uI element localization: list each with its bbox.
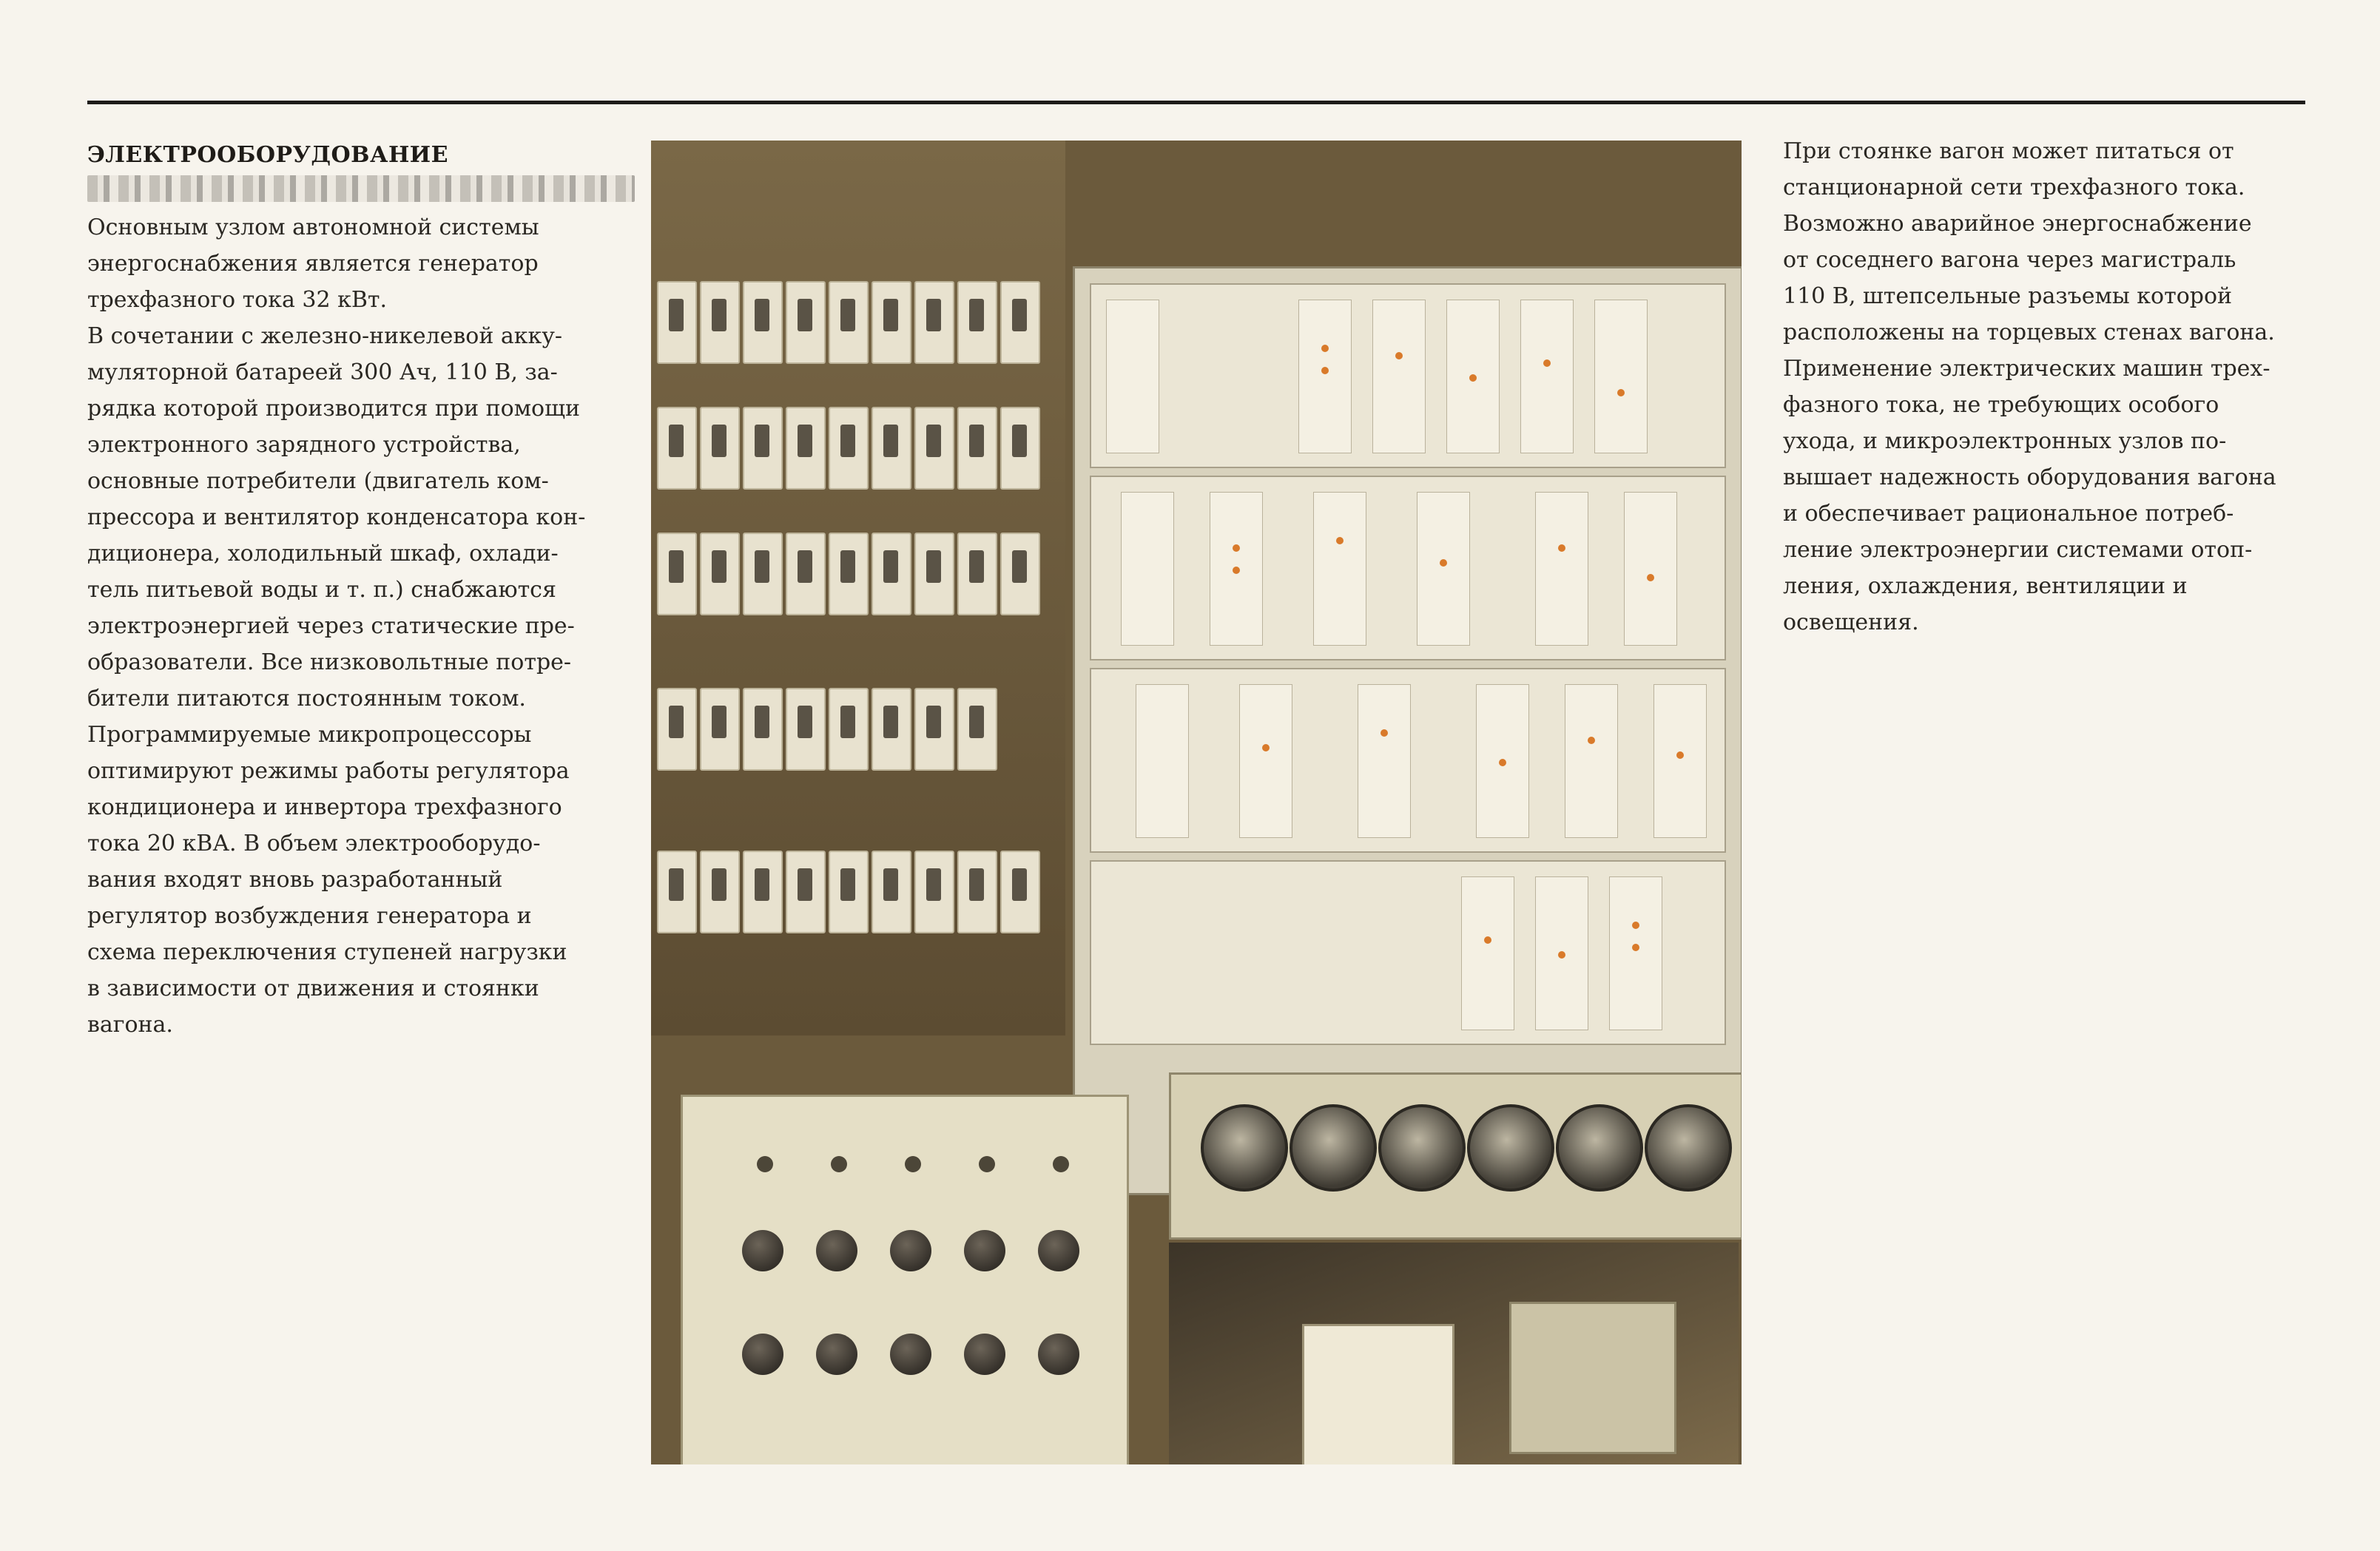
rack-module	[1609, 876, 1662, 1030]
push-button	[816, 1334, 857, 1375]
push-button	[742, 1334, 783, 1375]
toggle-switch	[1038, 1230, 1079, 1271]
breaker	[700, 851, 740, 933]
breaker-panel	[651, 141, 1065, 1035]
breaker-row-1	[657, 281, 1040, 364]
rack-module	[1535, 876, 1588, 1030]
rack-module	[1520, 300, 1574, 453]
breaker	[829, 281, 869, 364]
toggle-switch	[742, 1230, 783, 1271]
tachometer-gauge	[1302, 1324, 1454, 1464]
breaker	[957, 688, 997, 771]
breaker	[700, 688, 740, 771]
breaker	[743, 688, 783, 771]
breaker	[872, 407, 911, 490]
rack-module	[1106, 300, 1159, 453]
breaker	[743, 281, 783, 364]
breaker	[914, 688, 954, 771]
rack-module	[1136, 684, 1189, 838]
breaker	[657, 407, 697, 490]
breaker	[657, 688, 697, 771]
breaker	[829, 688, 869, 771]
rack-row-3	[1090, 668, 1726, 853]
rack-row-1	[1090, 283, 1726, 468]
breaker	[700, 281, 740, 364]
breaker	[657, 281, 697, 364]
breaker	[786, 688, 826, 771]
breaker	[743, 533, 783, 615]
indicator-lamp	[831, 1156, 847, 1172]
breaker	[957, 533, 997, 615]
electronics-rack	[1073, 266, 1742, 1195]
breaker	[786, 851, 826, 933]
breaker-row-3	[657, 533, 1040, 615]
breaker	[1000, 407, 1040, 490]
rack-row-4	[1090, 860, 1726, 1045]
breaker	[743, 407, 783, 490]
breaker	[1000, 851, 1040, 933]
control-box	[681, 1095, 1129, 1464]
rack-row-2	[1090, 476, 1726, 660]
breaker	[786, 533, 826, 615]
breaker	[829, 851, 869, 933]
print-smudge	[87, 175, 635, 202]
breaker	[829, 533, 869, 615]
breaker-row-2	[657, 407, 1040, 490]
rack-module	[1210, 492, 1263, 646]
breaker	[957, 851, 997, 933]
rack-module	[1461, 876, 1514, 1030]
breaker	[872, 688, 911, 771]
hour-meter	[1290, 1104, 1377, 1192]
rack-module	[1358, 684, 1411, 838]
top-rule	[87, 101, 2305, 104]
left-body-text: Основным узлом автономной системы энергоснабжения является генератор трехфазного тока 32 кВт. В сочетании с железно-никелевой акку- муляторной батареей 300 Ач, 110 В, за- рядка которой производится при помощи электронного зарядного устройства, основные потребители (двигатель ком- прессора и вентилятор конденсатора кон- диционера, холодильный шкаф, охлади- тель питьевой воды и т. п.) снабжаются электроэнергией через статические пре- образователи. Все низковольтные потре- бители питаются постоянным током. Программируемые микропроцессоры оптимируют режимы работы регулятора кондиционера и инвертора трехфазного тока 20 кВА. В объем электрооборудо- вания входят вновь разработанный регулятор возбуждения генератора и схема переключения ступеней нагрузки в зависимости от движения и стоянки вагона.	[87, 214, 586, 1038]
rack-module	[1239, 684, 1292, 838]
right-column	[1783, 133, 2316, 641]
breaker	[914, 851, 954, 933]
rack-module	[1121, 492, 1174, 646]
gauge-housing	[1509, 1302, 1676, 1454]
toggle-switch	[964, 1230, 1005, 1271]
breaker	[872, 281, 911, 364]
breaker	[786, 281, 826, 364]
breaker-row-5	[657, 851, 1040, 933]
toggle-switch	[890, 1230, 931, 1271]
breaker	[700, 533, 740, 615]
rack-module	[1476, 684, 1529, 838]
breaker	[914, 533, 954, 615]
rack-module	[1298, 300, 1352, 453]
left-column	[87, 142, 620, 1043]
indicator-lamp	[905, 1156, 921, 1172]
breaker	[914, 281, 954, 364]
breaker	[657, 851, 697, 933]
push-button	[890, 1334, 931, 1375]
hour-meter	[1467, 1104, 1554, 1192]
hour-meter-bar	[1169, 1072, 1742, 1240]
hour-meter	[1645, 1104, 1732, 1192]
rack-module	[1417, 492, 1470, 646]
hour-meter	[1556, 1104, 1643, 1192]
breaker-row-4	[657, 688, 997, 771]
equipment-photo	[651, 141, 1742, 1464]
breaker	[872, 851, 911, 933]
breaker	[872, 533, 911, 615]
indicator-lamp	[757, 1156, 773, 1172]
rack-module	[1535, 492, 1588, 646]
breaker	[1000, 281, 1040, 364]
breaker	[743, 851, 783, 933]
breaker	[957, 281, 997, 364]
breaker	[657, 533, 697, 615]
toggle-switch	[816, 1230, 857, 1271]
hour-meter	[1378, 1104, 1466, 1192]
hour-meter	[1201, 1104, 1288, 1192]
breaker	[700, 407, 740, 490]
breaker	[829, 407, 869, 490]
right-body-text: При стоянке вагон может питаться от станционарной сети трехфазного тока. Возможно аварийное энергоснабжение от соседнего вагона через магистраль 110 В, штепсельные разъемы которой расположены на торцевых стенах вагона. Применение электрических машин трех- фазного тока, не требующих особого ухода, и микроэлектронных узлов по- вышает надежность оборудования вагона и обеспечивает рациональное потреб- ление электроэнергии системами отоп- ления, охлаждения, вентиляции и освещения.	[1783, 138, 2276, 635]
rack-module	[1594, 300, 1648, 453]
breaker	[957, 407, 997, 490]
breaker	[786, 407, 826, 490]
indicator-lamp	[1053, 1156, 1069, 1172]
breaker	[1000, 533, 1040, 615]
rack-module	[1446, 300, 1500, 453]
rack-module	[1372, 300, 1426, 453]
rack-module	[1653, 684, 1707, 838]
rack-module	[1624, 492, 1677, 646]
indicator-lamp	[979, 1156, 995, 1172]
push-button	[964, 1334, 1005, 1375]
section-heading: ЭЛЕКТРООБОРУДОВАНИЕ	[87, 142, 449, 168]
breaker	[914, 407, 954, 490]
push-button	[1038, 1334, 1079, 1375]
rack-module	[1565, 684, 1618, 838]
rack-module	[1313, 492, 1366, 646]
